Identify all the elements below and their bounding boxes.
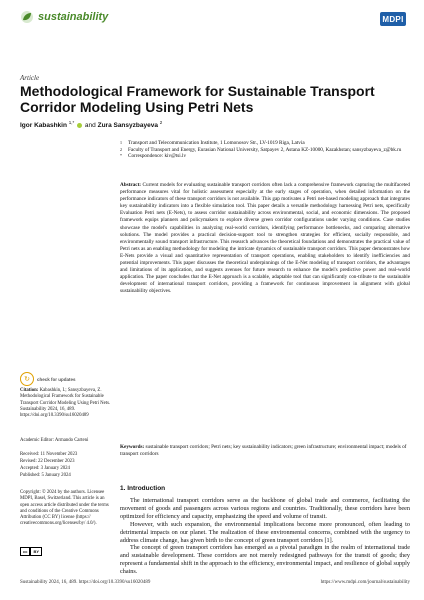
affiliation-row (120, 140, 410, 147)
author-list (20, 120, 162, 129)
paragraph: The concept of green transport corridors has emerged as a pivotal paradigm in the realm of international trade and sustainable development. These corridors are not merely redesigned pathways for the transit of goods; they represent a fundamental shift in the approach to the efficiency, environmental impact, and resilience of global supply chains. (120, 544, 410, 576)
revised-date: Revised: 22 December 2023 (20, 459, 75, 464)
author-affil-marker: 1,* (68, 120, 75, 125)
affiliation-row (120, 153, 410, 160)
keywords-label: Keywords: (120, 444, 145, 450)
author-name[interactable]: Zura Sansyzbayeva (97, 122, 158, 130)
affiliation-text: Faculty of Transport and Energy, Eurasian National University, Satpayev 2, Astana KZ-10000, Kazakhstan; sansyzbayeva_z@bk.ru (128, 146, 402, 153)
keywords (120, 444, 410, 458)
paragraph: However, with such expansion, the environmental implications become more pronounced, often leading to detrimental impacts on our planet. The realization of these environmental concerns, combined with the urgency to address climate change, has given birth to the concept of green transport corridors [1]. (120, 520, 410, 544)
journal-name: sustainability (38, 11, 109, 23)
check-for-updates-button[interactable] (20, 372, 76, 386)
published-date: Published: 5 January 2024 (20, 473, 71, 478)
author-affil-marker: 2 (159, 120, 163, 125)
abstract-label: Abstract: (120, 182, 142, 188)
journal-logo (20, 10, 108, 24)
page-footer (20, 580, 410, 585)
citation-text[interactable]: Kabashkin, I.; Sansyzbayeva, Z. Methodological Framework for Sustainable Transport Corridor Modeling Using Petri Nets. Sustainability 2024, 16, 489. https://doi.org/10.3390/su16020489 (20, 388, 111, 419)
academic-editor: Academic Editor: Armando Cartenì (20, 438, 89, 443)
body-text (120, 497, 410, 576)
section-heading: 1. Introduction (120, 485, 166, 492)
author-separator: and (84, 122, 96, 130)
correspondence-text[interactable]: Correspondence: kiv@tsi.lv (128, 153, 187, 160)
affiliation-number: 1 (120, 140, 122, 145)
orcid-icon[interactable] (77, 123, 82, 128)
paragraph: The international transport corridors serve as the backbone of global trade and commerce, facilitating the movement of goods and passengers across various regions and countries. Traditionally, these corridors have been optimized for efficiency and capacity, emphasizing the speed and volume of transit. (120, 497, 410, 520)
keywords-text: sustainable transport corridors; Petri nets; key sustainability indicators; green infrastructure; environmental impact; models of transport corridors (120, 444, 407, 457)
citation-label: Citation: (20, 388, 39, 393)
affiliation-number: * (120, 153, 122, 159)
affiliation-number: 2 (120, 146, 122, 152)
citation (20, 388, 112, 419)
copyright-notice[interactable]: Copyright: © 2024 by the authors. Licensee MDPI, Basel, Switzerland. This article is an open access article distributed under the terms and conditions of the Creative Commons Attribution (CC BY) license (https:// creativecommons.org/licenses/by/ 4.0/). (20, 490, 109, 527)
check-updates-label: check for updates (37, 376, 76, 382)
article-type: Article (20, 74, 40, 82)
leaf-icon (20, 10, 34, 24)
paper-title: Methodological Framework for Sustainable Transport Corridor Modeling Using Petri Nets (20, 83, 375, 115)
received-date: Received: 11 November 2023 (20, 452, 78, 457)
cc-license-badge[interactable] (20, 547, 42, 556)
abstract-text: Current models for evaluating sustainable transport corridors often lack a comprehensive framework capturing the multifaceted performance measures vital for holistic assessment especially at the early stages of operation, when detailed information on the performance indicators of these transport corridors is not available. This gap motivates a Petri net-based modeling approach that integrates key sustainability indicators into a flexible simulation tool. This paper details a versatile methodology harnessing Petri nets, specifically Evaluation Petri nets (E-Nets), to assess corridor sustainability across environmental, social, and economic dimensions. The proposed framework equips planners and policymakers to explore diverse green corridor configurations under varying conditions. Case studies showcase the model's capabilities in analyzing real-world corridors, identifying performance bottlenecks, and comparing alternative solutions. The model provides a practical decision-support tool to strengthen strategies for efficient, socially responsible, and environmentally sound transport infrastructure. This research advances the theoretical foundations and demonstrates the practical value of Petri nets as an enabling methodology for modeling the intricate dynamics of sustainable transport corridors. This paper demonstrates how E-Nets provide a visual and quantitative representation of transport operations, enabling stakeholders to identify inefficiencies and potential improvements. This paper discusses the theoretical underpinnings of the E-Net modeling of transport corridors, the advantages and limitations of its application, and suggests avenues for future research to enhance the model's predictive power and real-world application. The paper concludes that the E-Net approach is a scalable, adaptable tool that can significantly con-tribute to the sustainable development of international transport corridors, providing a framework for continuous improvement in alignment with global sustainability objectives. (120, 182, 410, 295)
author-name[interactable]: Igor Kabashkin (20, 122, 67, 130)
affiliations (120, 140, 410, 160)
affiliation-text: Transport and Telecommunication Institute, 1 Lomonosov Str., LV-1019 Riga, Latvia (128, 140, 305, 146)
footer-journal-url[interactable]: https://www.mdpi.com/journal/sustainability (320, 580, 410, 585)
cc-icon: cc (20, 547, 30, 556)
by-icon: BY (30, 547, 42, 556)
abstract (120, 182, 410, 296)
accepted-date: Accepted: 3 January 2024 (20, 466, 70, 471)
footer-citation[interactable]: Sustainability 2024, 16, 489. https://doi.org/10.3390/su16020489 (20, 580, 151, 585)
publisher-logo[interactable]: MDPI (380, 12, 406, 26)
refresh-icon: ↻ (20, 372, 34, 386)
affiliation-row (120, 147, 410, 154)
